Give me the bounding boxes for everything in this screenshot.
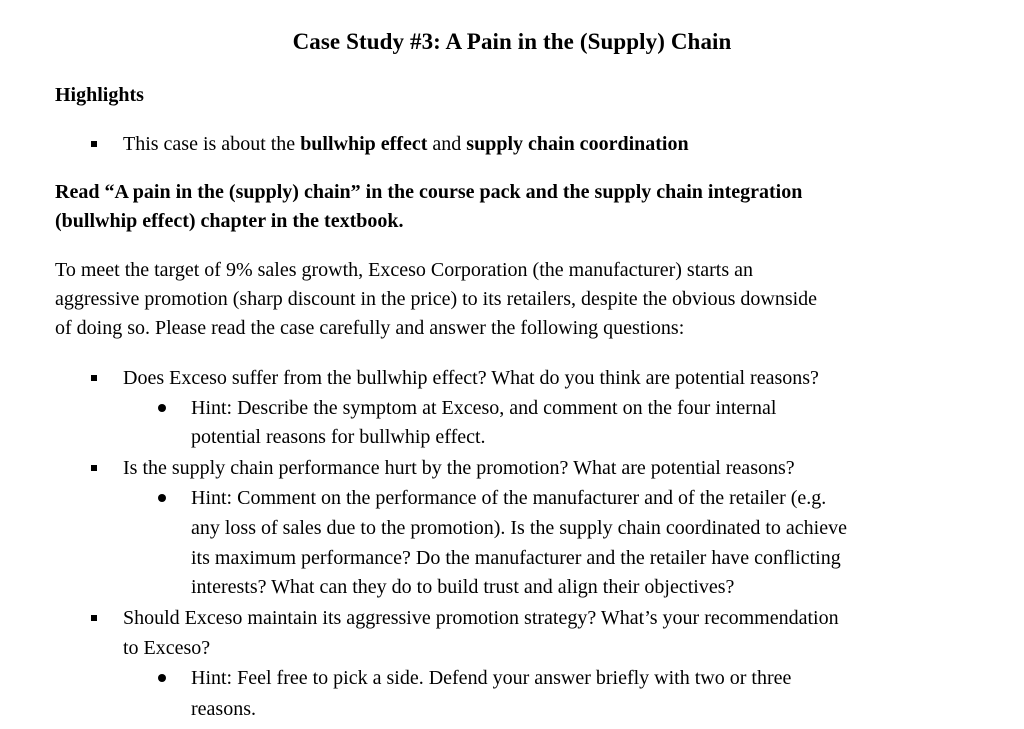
round-bullet-icon xyxy=(158,674,166,682)
question-2-hint-line-4: interests? What can they do to build trust and align their objectives? xyxy=(191,576,735,598)
question-3-hint-line-1: Hint: Feel free to pick a side. Defend your answer briefly with two or three xyxy=(191,667,792,689)
intro-line-1: To meet the target of 9% sales growth, Exceso Corporation (the manufacturer) starts an xyxy=(55,259,753,281)
round-bullet-icon xyxy=(158,404,166,412)
reading-line-1: Read “A pain in the (supply) chain” in the course pack and the supply chain integration xyxy=(55,181,803,203)
highlight-text-mid: and xyxy=(427,133,467,155)
highlight-bold-coordination: supply chain coordination xyxy=(466,133,689,155)
highlight-item xyxy=(123,129,689,159)
square-bullet-icon xyxy=(91,615,97,621)
question-1-hint-line-1: Hint: Describe the symptom at Exceso, and comment on the four internal xyxy=(191,397,777,419)
highlights-heading: Highlights xyxy=(55,84,144,106)
question-2-hint-line-3: its maximum performance? Do the manufacturer and the retailer have conflicting xyxy=(191,547,841,569)
highlight-text-pre: This case is about the xyxy=(123,133,301,155)
square-bullet-icon xyxy=(91,465,97,471)
question-1-hint-line-2: potential reasons for bullwhip effect. xyxy=(191,426,486,448)
question-2-hint-line-1: Hint: Comment on the performance of the manufacturer and of the retailer (e.g. xyxy=(191,487,827,509)
reading-line-2: (bullwhip effect) chapter in the textbook. xyxy=(55,210,404,232)
question-2-line-1: Is the supply chain performance hurt by the promotion? What are potential reasons? xyxy=(123,457,795,479)
square-bullet-icon xyxy=(91,375,97,381)
question-3-line-1: Should Exceso maintain its aggressive promotion strategy? What’s your recommendation xyxy=(123,607,839,629)
intro-line-3: of doing so. Please read the case carefully and answer the following questions: xyxy=(55,317,685,339)
page-title: Case Study #3: A Pain in the (Supply) Chain xyxy=(292,29,732,54)
square-bullet-icon xyxy=(91,141,97,147)
question-2-hint-line-2: any loss of sales due to the promotion). Is the supply chain coordinated to achieve xyxy=(191,517,847,539)
question-1-line-1: Does Exceso suffer from the bullwhip effect? What do you think are potential reasons? xyxy=(123,367,819,389)
highlight-bold-bullwhip: bullwhip effect xyxy=(300,133,428,155)
round-bullet-icon xyxy=(158,494,166,502)
question-3-line-2: to Exceso? xyxy=(123,637,211,659)
question-3-hint-line-2: reasons. xyxy=(191,698,256,720)
intro-line-2: aggressive promotion (sharp discount in the price) to its retailers, despite the obvious downside xyxy=(55,288,818,310)
